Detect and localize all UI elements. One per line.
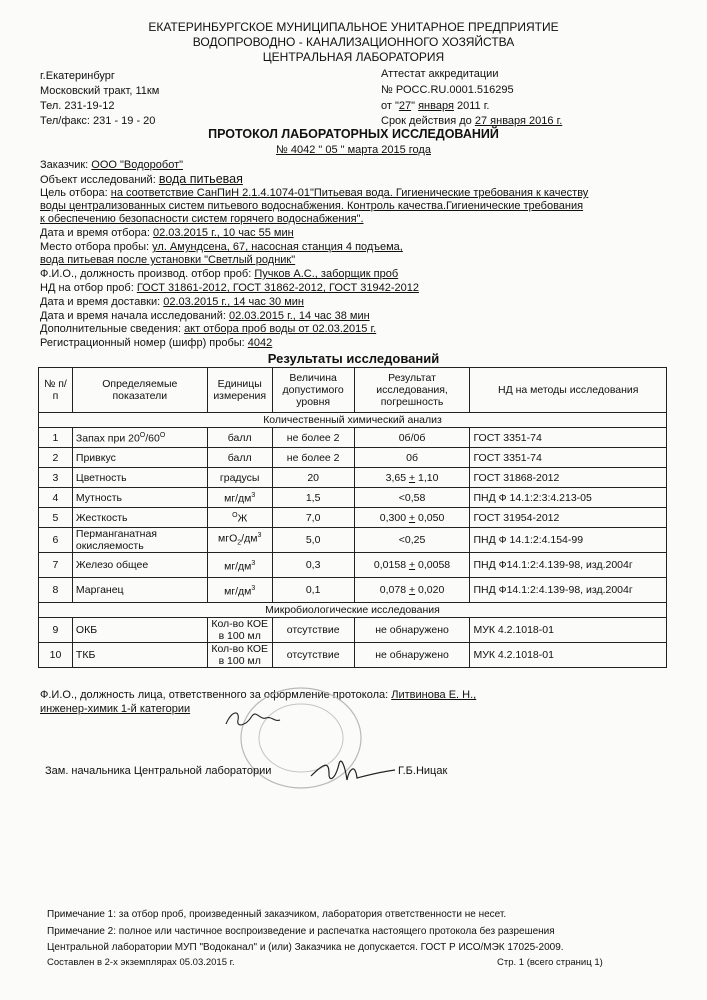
table-row xyxy=(39,528,667,553)
cell-allowed: 0,3 xyxy=(272,553,354,578)
cell-num: 2 xyxy=(39,448,73,468)
note-2: Примечание 2: полное или частичное воспроизведение и распечатка настоящего протокола без разрешения xyxy=(47,926,555,937)
cell-indicator: ОКБ xyxy=(72,618,207,643)
sampling-nd xyxy=(40,282,419,294)
cell-nd: ГОСТ 31868-2012 xyxy=(470,468,667,488)
result-value: 3,65 xyxy=(385,471,409,484)
cell-num: 3 xyxy=(39,468,73,488)
table-row xyxy=(39,428,667,448)
sampling-value: 02.03.2015 г., 10 час 55 мин xyxy=(152,227,294,239)
units-sup: 3 xyxy=(257,532,262,540)
cell-nd: МУК 4.2.1018-01 xyxy=(470,618,667,643)
plus-minus: + xyxy=(408,584,416,596)
customer-label: Заказчик: xyxy=(40,159,92,171)
city: г.Екатеринбург xyxy=(40,70,115,82)
table-row xyxy=(39,643,667,668)
extra-value: акт отбора проб воды от 02.03.2015 г. xyxy=(184,323,377,335)
col-header-units: Единицы измерения xyxy=(207,368,272,413)
reg-number xyxy=(40,337,272,349)
cell-units xyxy=(207,578,272,603)
start-label: Дата и время начала исследований: xyxy=(40,310,229,322)
units-base: Ж xyxy=(237,512,248,525)
units-sup: 3 xyxy=(251,584,256,592)
nd-value: ГОСТ 31861-2012, ГОСТ 31862-2012, ГОСТ 31942-2012 xyxy=(136,282,419,294)
sampling-datetime xyxy=(40,227,294,239)
result-value: 0,078 xyxy=(379,584,409,596)
purpose-text-1: на соответствие СанПиН 2.1.4.1074-01"Питьевая вода. Гигиенические требования к качеству xyxy=(110,187,589,199)
date-month: января xyxy=(418,100,454,112)
section-row-chem xyxy=(39,413,667,428)
fax: Тел/факс: 231 - 19 - 20 xyxy=(40,115,156,127)
cell-nd: МУК 4.2.1018-01 xyxy=(470,643,667,668)
delivery-value: 02.03.2015 г., 14 час 30 мин xyxy=(163,296,304,308)
col-header-nd: НД на методы исследования xyxy=(470,368,667,413)
cell-nd: ПНД Ф14.1:2:4.139-98, изд.2004г xyxy=(470,553,667,578)
table-row xyxy=(39,553,667,578)
units-sup: 3 xyxy=(251,559,256,567)
delivery-datetime xyxy=(40,296,304,308)
object-label: Объект исследований: xyxy=(40,174,159,186)
cell-units: балл xyxy=(207,428,272,448)
col-header-allowed: Величина допустимого уровня xyxy=(272,368,354,413)
cell-num: 8 xyxy=(39,578,73,603)
extra-label: Дополнительные сведения: xyxy=(40,323,185,335)
cell-result: не обнаружено xyxy=(354,643,470,668)
valid-date: 27 января 2016 г. xyxy=(474,115,563,127)
responsible-label: Ф.И.О., должность лица, ответственного за оформление протокола: xyxy=(40,689,392,701)
place-label: Место отбора пробы: xyxy=(40,241,153,253)
cell-nd: ПНД Ф 14.1:2:4.154-99 xyxy=(470,528,667,553)
cell-nd: ПНД Ф14.1:2:4.139-98, изд.2004г xyxy=(470,578,667,603)
fio-label: Ф.И.О., должность производ. отбор проб: xyxy=(40,268,255,280)
cell-result xyxy=(354,508,470,528)
cell-result: не обнаружено xyxy=(354,618,470,643)
cell-num: 10 xyxy=(39,643,73,668)
ind-sup-2: О xyxy=(159,432,166,440)
col-header-indicator: Определяемые показатели xyxy=(72,368,207,413)
purpose-label: Цель отбора: xyxy=(40,187,111,199)
cell-allowed: отсутствие xyxy=(272,618,354,643)
responsible-position-text: инженер-химик 1-й категории xyxy=(40,703,191,715)
units-sub: 2 xyxy=(237,539,242,547)
accreditation-valid xyxy=(381,115,562,127)
object-value: вода питьевая xyxy=(158,172,243,186)
result-error: 0,020 xyxy=(415,584,445,596)
col-header-num: № п/п xyxy=(39,368,73,413)
place-value-2: вода питьевая после установки "Светлый родник" xyxy=(40,254,296,266)
reg-value: 4042 xyxy=(247,337,273,349)
cell-allowed: не более 2 xyxy=(272,428,354,448)
date-mid: " xyxy=(411,100,419,112)
purpose-text-3: к обеспечению безопасности систем горячего водоснабжения". xyxy=(40,213,364,225)
result-value: 0,0158 xyxy=(373,559,409,571)
cell-num: 9 xyxy=(39,618,73,643)
cell-indicator: Цветность xyxy=(72,468,207,488)
deputy-name: Г.Б.Ницак xyxy=(398,765,448,777)
cell-allowed: 7,0 xyxy=(272,508,354,528)
address: Московский тракт, 11км xyxy=(40,85,160,97)
cell-units xyxy=(207,528,272,553)
units-base: мг/дм xyxy=(224,492,252,505)
signature-deputy-icon xyxy=(305,752,397,792)
cell-num: 5 xyxy=(39,508,73,528)
cell-units: Кол-во КОЕ в 100 мл xyxy=(207,618,272,643)
purpose-line2 xyxy=(40,200,583,212)
cell-indicator: ТКБ xyxy=(72,643,207,668)
cell-indicator: Марганец xyxy=(72,578,207,603)
col-header-result: Результат исследования, погрешность xyxy=(354,368,470,413)
table-row xyxy=(39,578,667,603)
org-name-line1: ЕКАТЕРИНБУРГСКОЕ МУНИЦИПАЛЬНОЕ УНИТАРНОЕ ПРЕДПРИЯТИЕ xyxy=(148,20,559,34)
cell-units: градусы xyxy=(207,468,272,488)
sampling-place-line2 xyxy=(40,254,295,266)
cell-units xyxy=(207,488,272,508)
cell-allowed: 1,5 xyxy=(272,488,354,508)
cell-units: Кол-во КОЕ в 100 мл xyxy=(207,643,272,668)
phone: Тел. 231-19-12 xyxy=(40,100,115,112)
units-base: мг/дм xyxy=(224,585,252,598)
sampling-place-line1 xyxy=(40,241,403,253)
date-prefix: от " xyxy=(381,100,399,112)
cell-num: 7 xyxy=(39,553,73,578)
section-micro: Микробиологические исследования xyxy=(39,603,667,618)
units-base: мг/дм xyxy=(224,560,252,573)
start-datetime xyxy=(40,310,370,322)
delivery-label: Дата и время доставки: xyxy=(40,296,164,308)
purpose-line1 xyxy=(40,187,588,199)
result-error: 1,10 xyxy=(415,471,439,484)
cell-result xyxy=(354,468,470,488)
start-value: 02.03.2015 г., 14 час 38 мин xyxy=(228,310,370,322)
signature-responsible-icon xyxy=(222,706,282,734)
purpose-text-2: воды централизованных систем питьевого водоснабжения. Контроль качества.Гигиенические требования xyxy=(40,200,584,212)
cell-indicator: Привкус xyxy=(72,448,207,468)
cell-nd: ГОСТ 3351-74 xyxy=(470,428,667,448)
results-title: Результаты исследований xyxy=(267,351,440,366)
protocol-number xyxy=(0,144,707,156)
cell-allowed: 5,0 xyxy=(272,528,354,553)
cell-allowed: 0,1 xyxy=(272,578,354,603)
responsible-name: Литвинова Е. Н., xyxy=(391,689,477,701)
footer-copies: Составлен в 2-х экземплярах 05.03.2015 г. xyxy=(47,957,235,968)
cell-indicator: Жесткость xyxy=(72,508,207,528)
cell-allowed: 20 xyxy=(272,468,354,488)
cell-units: балл xyxy=(207,448,272,468)
cell-result: <0,58 xyxy=(354,488,470,508)
cell-units xyxy=(207,508,272,528)
extra-info xyxy=(40,323,376,335)
cell-units xyxy=(207,553,272,578)
cell-num: 4 xyxy=(39,488,73,508)
deputy-title: Зам. начальника Центральной лаборатории xyxy=(45,765,272,777)
footer-page: Стр. 1 (всего страниц 1) xyxy=(497,957,603,968)
cell-result: <0,25 xyxy=(354,528,470,553)
object-field xyxy=(40,172,243,186)
table-header-row xyxy=(39,368,667,413)
cell-nd: ГОСТ 3351-74 xyxy=(470,448,667,468)
fio-value: Пучков А.С., заборщик проб xyxy=(254,268,399,280)
date-year: 2011 г. xyxy=(453,100,490,112)
nd-label: НД на отбор проб: xyxy=(40,282,137,294)
customer-value: ООО "Водоробот" xyxy=(91,159,184,171)
units-base: мгО xyxy=(218,532,238,545)
accreditation-title: Аттестат аккредитации xyxy=(381,68,499,80)
table-row xyxy=(39,488,667,508)
results-table xyxy=(38,367,667,668)
table-row xyxy=(39,508,667,528)
cell-indicator: Перманганатная окисляемость xyxy=(72,528,207,553)
cell-nd: ГОСТ 31954-2012 xyxy=(470,508,667,528)
cell-indicator: Мутность xyxy=(72,488,207,508)
cell-indicator xyxy=(72,428,207,448)
result-value: 0,300 xyxy=(379,511,409,524)
table-row xyxy=(39,618,667,643)
customer-field xyxy=(40,159,183,171)
cell-nd: ПНД Ф 14.1:2:3:4.213-05 xyxy=(470,488,667,508)
units-base-2: /дм xyxy=(241,532,258,545)
reg-label: Регистрационный номер (шифр) пробы: xyxy=(40,337,248,349)
cell-result xyxy=(354,553,470,578)
plus-minus: + xyxy=(408,471,416,484)
result-error: 0,050 xyxy=(415,511,445,524)
valid-label: Срок действия до xyxy=(381,115,475,127)
units-sup: О xyxy=(232,512,238,520)
units-sup: 3 xyxy=(251,492,256,500)
purpose-line3 xyxy=(40,213,364,225)
accreditation-number: № РОСС.RU.0001.516295 xyxy=(381,84,514,96)
protocol-number-text: № 4042 " 05 " марта 2015 года xyxy=(276,144,431,156)
section-row-micro xyxy=(39,603,667,618)
protocol-title: ПРОТОКОЛ ЛАБОРАТОРНЫХ ИССЛЕДОВАНИЙ xyxy=(208,127,499,141)
ind-part-a: Запах при 20 xyxy=(75,432,140,445)
cell-allowed: отсутствие xyxy=(272,643,354,668)
accreditation-date xyxy=(381,100,489,112)
plus-minus: + xyxy=(408,559,416,571)
table-row xyxy=(39,468,667,488)
result-error: 0,0058 xyxy=(415,559,451,571)
note-1: Примечание 1: за отбор проб, произведенный заказчиком, лаборатория ответственности не несет. xyxy=(47,909,507,920)
sampling-label: Дата и время отбора: xyxy=(40,227,153,239)
table-row xyxy=(39,448,667,468)
ind-sup-1: О xyxy=(139,432,146,440)
cell-allowed: не более 2 xyxy=(272,448,354,468)
sampler-fio xyxy=(40,268,398,280)
org-name-line3: ЦЕНТРАЛЬНАЯ ЛАБОРАТОРИЯ xyxy=(262,50,445,64)
cell-result: 0б/0б xyxy=(354,428,470,448)
responsible-position xyxy=(40,703,190,715)
plus-minus: + xyxy=(408,511,416,524)
cell-num: 1 xyxy=(39,428,73,448)
note-3: Центральной лаборатории МУП "Водоканал" и (или) Заказчика не допускается. ГОСТ Р ИСО/МЭК 17025-2009. xyxy=(47,942,564,953)
cell-num: 6 xyxy=(39,528,73,553)
org-name-line2: ВОДОПРОВОДНО - КАНАЛИЗАЦИОННОГО ХОЗЯЙСТВА xyxy=(192,35,515,49)
cell-result: 0б xyxy=(354,448,470,468)
cell-indicator: Железо общее xyxy=(72,553,207,578)
ind-part-b: /60 xyxy=(145,432,160,445)
date-day: 27 xyxy=(398,100,412,112)
section-chem: Количественный химический анализ xyxy=(39,413,667,428)
cell-result xyxy=(354,578,470,603)
place-value-1: ул. Амундсена, 67, насосная станция 4 подъема, xyxy=(152,241,403,253)
